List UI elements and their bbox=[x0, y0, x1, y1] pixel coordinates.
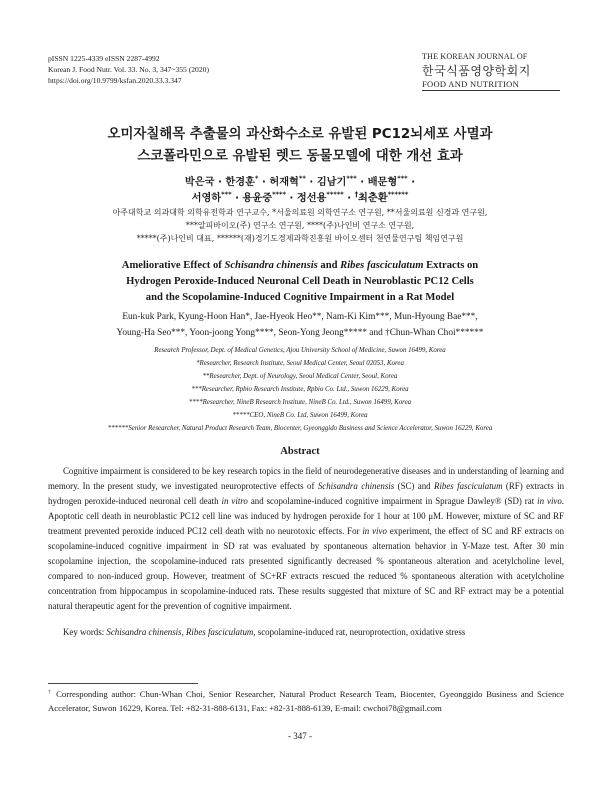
author-name: 배문형 bbox=[367, 177, 398, 188]
author-mark: *** bbox=[346, 174, 357, 183]
keywords bbox=[63, 627, 563, 637]
korean-title-line2: 스코폴라민으로 유발된 렛드 동물모델에 대한 개선 효과 bbox=[137, 149, 463, 164]
english-affiliation: ******Senior Researcher, Natural Product Research Team, Biocenter, Gyeonggido Business and Science Accelerator, Suwon 16229, Korea bbox=[107, 425, 493, 432]
author-mark: *** bbox=[397, 174, 408, 183]
corresponding-author-footnote bbox=[48, 687, 564, 715]
korean-authors-line2: 서영하*** · 용윤중**** · 정선용***** · †최춘환****** bbox=[191, 190, 409, 204]
english-affiliation: ***Researcher, Rpbio Research Institute, Rpbio Co. Ltd., Suwon 16229, Korea bbox=[191, 386, 409, 393]
journal-header-info bbox=[48, 53, 209, 87]
author-mark: ****** bbox=[387, 190, 409, 199]
abstract-heading: Abstract bbox=[280, 446, 320, 457]
author-name: 허재혁 bbox=[269, 177, 299, 188]
english-affiliation: Research Professor, Dept. of Medical Genetics, Ajou University School of Medicine, Suwon 16499, Korea bbox=[154, 347, 446, 354]
abstract-text: and scopolamine-induced cognitive impairment in Sprague Dawley® (SD) rat bbox=[247, 496, 538, 506]
species-name: Schisandra chinensis bbox=[317, 481, 395, 491]
author-name: 정선용 bbox=[296, 193, 327, 204]
author-mark: *** bbox=[221, 190, 232, 199]
author-name: 최춘환 bbox=[358, 193, 388, 204]
abstract-text: (RF) extracts in hydrogen peroxide-induced neuronal cell death bbox=[48, 481, 565, 506]
journal-logo bbox=[422, 52, 560, 91]
author-name: 용윤중 bbox=[242, 193, 273, 204]
english-affiliation: ****Researcher, NineB Research Institute, NineB Co. Ltd., Suwon 16499, Korea bbox=[188, 399, 412, 406]
author-mark: ***** bbox=[326, 190, 344, 199]
author-name: 서영하 bbox=[191, 193, 222, 204]
keyword: Ribes fasciculatum bbox=[186, 627, 254, 637]
keyword-separator: , bbox=[181, 627, 187, 637]
journal-name-en-bottom: FOOD AND NUTRITION bbox=[422, 79, 560, 91]
footnote-text: Corresponding author: Chun-Whan Choi, Senior Researcher, Natural Product Research Team, Biocenter, Gyeonggido Business and Science Accelerator, Suwon 16229, Korea. Tel: +82-31-888-6131, Fax: +82-31-888-6139, E-mail: cwchoi78@gmail.com bbox=[48, 689, 565, 713]
abstract-body bbox=[48, 464, 564, 614]
title-species: Schisandra chinensis bbox=[224, 260, 318, 271]
citation-line: Korean J. Food Nutr. Vol. 33. No. 3, 347~355 (2020) bbox=[48, 65, 209, 75]
title-text: and bbox=[317, 260, 341, 271]
abstract-text: Cognitive impairment is considered to be key research topics in the field of neurodegenerative diseases and in understanding of learning and memory. In the present study, we investigated neuroprotective effects of bbox=[48, 466, 564, 491]
author-name: 김남기 bbox=[316, 177, 347, 188]
title-text: Extracts on bbox=[423, 260, 479, 271]
author-mark: **** bbox=[272, 190, 286, 199]
keyword: , scopolamine-induced rat, neuroprotection, oxidative stress bbox=[253, 627, 466, 637]
korean-affiliation-line2: ***알피바이오(주) 연구소 연구원, ****(주)나인비 연구소 연구원, bbox=[185, 221, 415, 230]
english-authors-line2: Young-Ha Seo***, Yoon-joong Yong****, Seon-Yong Jeong***** and †Chun-Whan Choi****** bbox=[116, 328, 484, 338]
english-authors-line1: Eun-kuk Park, Kyung-Hoon Han*, Jae-Hyeok Heo**, Nam-Ki Kim***, Mun-Hyoung Bae***, bbox=[122, 312, 478, 322]
doi-line: https://doi.org/10.9799/ksfan.2020.33.3.347 bbox=[48, 76, 182, 86]
journal-name-en-top: THE KOREAN JOURNAL OF bbox=[422, 52, 528, 61]
author-mark: * bbox=[254, 174, 259, 183]
english-affiliation: *****CEO, NineB Co. Ltd, Suwon 16499, Korea bbox=[232, 412, 368, 419]
abstract-text: experiment, the effect of SC and RF extracts on scopolamine-induced cognitive impairment in SD rat was evaluated by spontaneous alternation behavior in Y-Maze test. After 30 min scopolamine injection, the scopolamine-induced rats presented significantly decreased % spontaneous alteration and acetylcholine level, compared to non-induced group. However, treatment of SC+RF extracts rescued the reduced % spontaneous alteration with acetylcholine concentration from hippocampus in scopolamine-induced rats. These results suggested that mixture of SC and RF extract may be a potential natural therapeutic agent for the prevention of cognitive impairment. bbox=[48, 526, 565, 611]
abstract-text: . Apoptotic cell death in neuroblastic PC12 cell line was induced by hydrogen peroxide for 1 hour at 100 μM. However, mixture of SC and RF treatment prevented peroxide induced PC12 cell death with no neurotoxic effects. For bbox=[48, 496, 565, 536]
page-number: - 347 - bbox=[288, 731, 312, 741]
korean-affiliation-line3: *****(주)나인비 대표, ******(재)경기도경제과학진흥원 바이오센터 천연물연구팀 책임연구원 bbox=[136, 234, 464, 243]
journal-name-ko: 한국식품영양학회지 bbox=[422, 64, 531, 78]
korean-authors-line1: 박은국 · 한경훈* · 허재혁** · 김남기*** · 배문형*** · bbox=[184, 174, 416, 188]
author-name: 한경훈 bbox=[225, 177, 255, 188]
english-affiliation: *Researcher, Research Institute, Seoul Medical Center, Seoul 02053, Korea bbox=[196, 360, 404, 367]
korean-affiliation-line1: 아주대학교 의과대학 의학유전학과 연구교수, *서울의료원 의학연구소 연구원, **서울의료원 신경과 연구원, bbox=[112, 208, 488, 217]
author-name: 박은국 bbox=[184, 177, 215, 188]
abstract-text: (SC) and bbox=[394, 481, 435, 491]
english-title-line3: and the Scopolamine-Induced Cognitive Impairment in a Rat Model bbox=[145, 292, 455, 303]
english-affiliation: **Researcher, Dept. of Neurology, Seoul Medical Center, Seoul, Korea bbox=[202, 373, 398, 380]
latin-term: in vivo bbox=[537, 496, 562, 506]
english-title-line2: Hydrogen Peroxide-Induced Neuronal Cell Death in Neuroblastic PC12 Cells bbox=[126, 276, 474, 287]
latin-term: in vitro bbox=[221, 496, 248, 506]
species-name: Ribes fasciculatum bbox=[434, 481, 503, 491]
title-species: Ribes fasciculatum bbox=[340, 260, 424, 271]
korean-title-line1: 오미자칠해목 추출물의 과산화수소로 유발된 PC12뇌세포 사멸과 bbox=[107, 127, 493, 142]
title-text: Ameliorative Effect of bbox=[121, 260, 225, 271]
corresponding-mark: † bbox=[354, 190, 359, 199]
english-title-line1 bbox=[0, 260, 600, 271]
author-mark: ** bbox=[298, 174, 306, 183]
keywords-label: Key words: bbox=[63, 627, 107, 637]
corresponding-mark: † bbox=[48, 689, 53, 696]
keyword: Schisandra chinensis bbox=[106, 627, 182, 637]
latin-term: in vivo bbox=[362, 526, 387, 536]
footnote-divider bbox=[48, 683, 198, 684]
issn-line: pISSN 1225-4339 eISSN 2287-4992 bbox=[48, 54, 160, 63]
